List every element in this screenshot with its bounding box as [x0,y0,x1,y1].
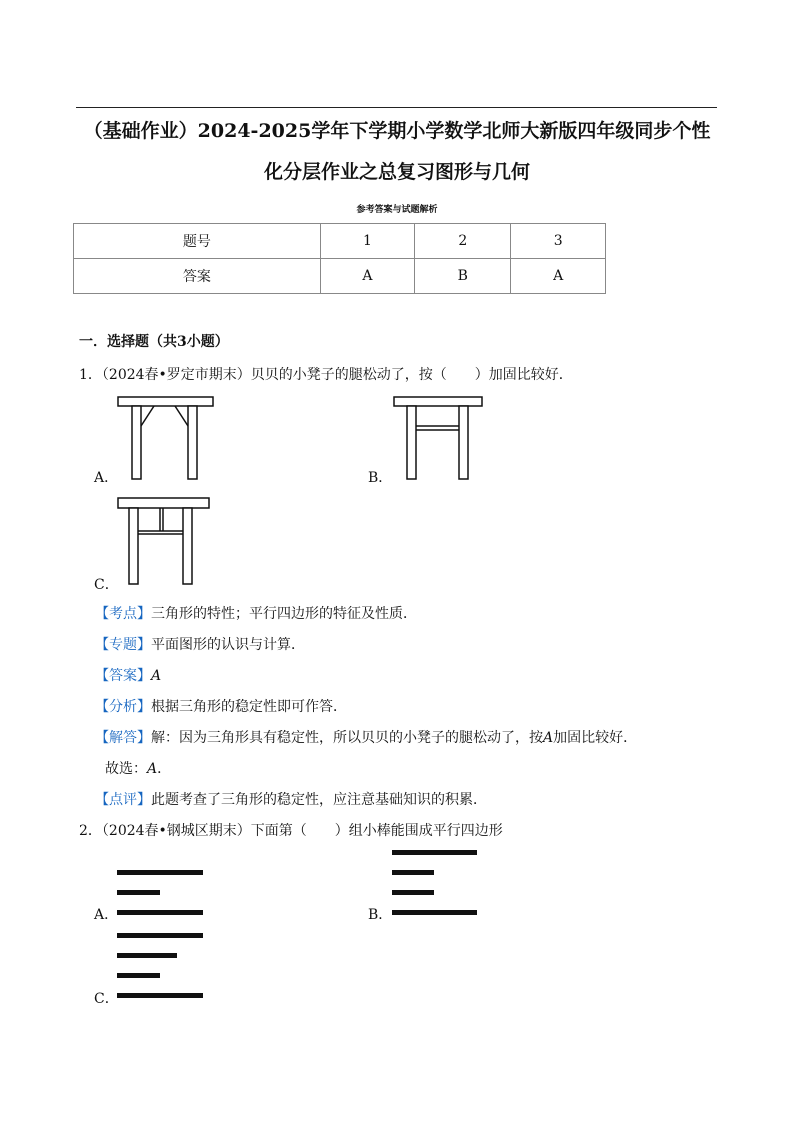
zhuanti-text: 平面图形的认识与计算． [151,637,305,653]
question-1-stem: 1．（2024春•罗定市期末）贝贝的小凳子的腿松动了，按（ ）加固比较好． [79,367,573,383]
table-cell: 1 [320,224,415,259]
stick [117,953,177,958]
q1-kaodian [95,603,417,623]
guxuan-var: A [147,761,158,777]
guxuan-text: 故选： [105,761,147,777]
stick [392,890,434,895]
q1-daan [95,665,161,685]
kaodian-text: 三角形的特性；平行四边形的特征及性质． [151,606,417,622]
daan-text: A [151,668,162,684]
stick [117,870,203,875]
table-cell: 题号 [74,224,321,259]
daan-tag: 【答案】 [95,668,151,684]
q2-option-a: A． [94,907,119,923]
q1-option-c: C． [94,577,119,593]
table-cell: A [320,259,415,294]
dianping-tag: 【点评】 [95,792,151,808]
header-rule [76,107,717,108]
jieda-text: 解：因为三角形具有稳定性，所以贝贝的小凳子的腿松动了，按 [151,730,543,746]
table-cell: 2 [415,224,511,259]
q1-zhuanti [95,634,305,654]
page-title-line1: （基础作业）2024-2025学年下学期小学数学北师大新版四年级同步个性 [83,120,711,142]
stool-figure-a [117,396,215,482]
q1-option-a: A． [94,470,119,486]
table-cell: B [415,259,511,294]
jieda-text-end: 加固比较好． [553,730,638,746]
page-title-line2: 化分层作业之总复习图形与几何 [263,161,530,183]
q1-fenxi [95,696,347,716]
jieda-var: A [543,730,554,746]
dianping-text: 此题考查了三角形的稳定性，应注意基础知识的积累． [151,792,487,808]
fenxi-tag: 【分析】 [95,699,151,715]
q1-dianping [95,789,487,809]
table-cell: 3 [511,224,606,259]
kaodian-tag: 【考点】 [95,606,151,622]
stick [117,973,160,978]
table-row [74,259,606,294]
stick [117,933,203,938]
section-title: 一．选择题（共3小题） [79,334,229,350]
stick [117,910,203,915]
stick [392,850,477,855]
q2-option-b: B． [368,907,393,923]
table-cell: 答案 [74,259,321,294]
q1-option-b: B． [368,470,393,486]
q2-option-c: C． [94,991,119,1007]
stick [117,993,203,998]
page-subtitle: 参考答案与试题解析 [356,205,438,215]
stool-figure-b [393,396,485,482]
jieda-tag: 【解答】 [95,730,151,746]
stick [117,890,160,895]
guxuan-end: ． [157,761,172,777]
question-2-stem: 2．（2024春•钢城区期末）下面第（ ）组小棒能围成平行四边形 [79,823,503,839]
answer-table [73,223,606,294]
q1-jieda [95,727,637,747]
table-cell: A [511,259,606,294]
stick [392,910,477,915]
zhuanti-tag: 【专题】 [95,637,151,653]
q1-guxuan [105,758,171,778]
table-row [74,224,606,259]
stick [392,870,434,875]
stool-figure-c [117,497,211,587]
fenxi-text: 根据三角形的稳定性即可作答． [151,699,347,715]
